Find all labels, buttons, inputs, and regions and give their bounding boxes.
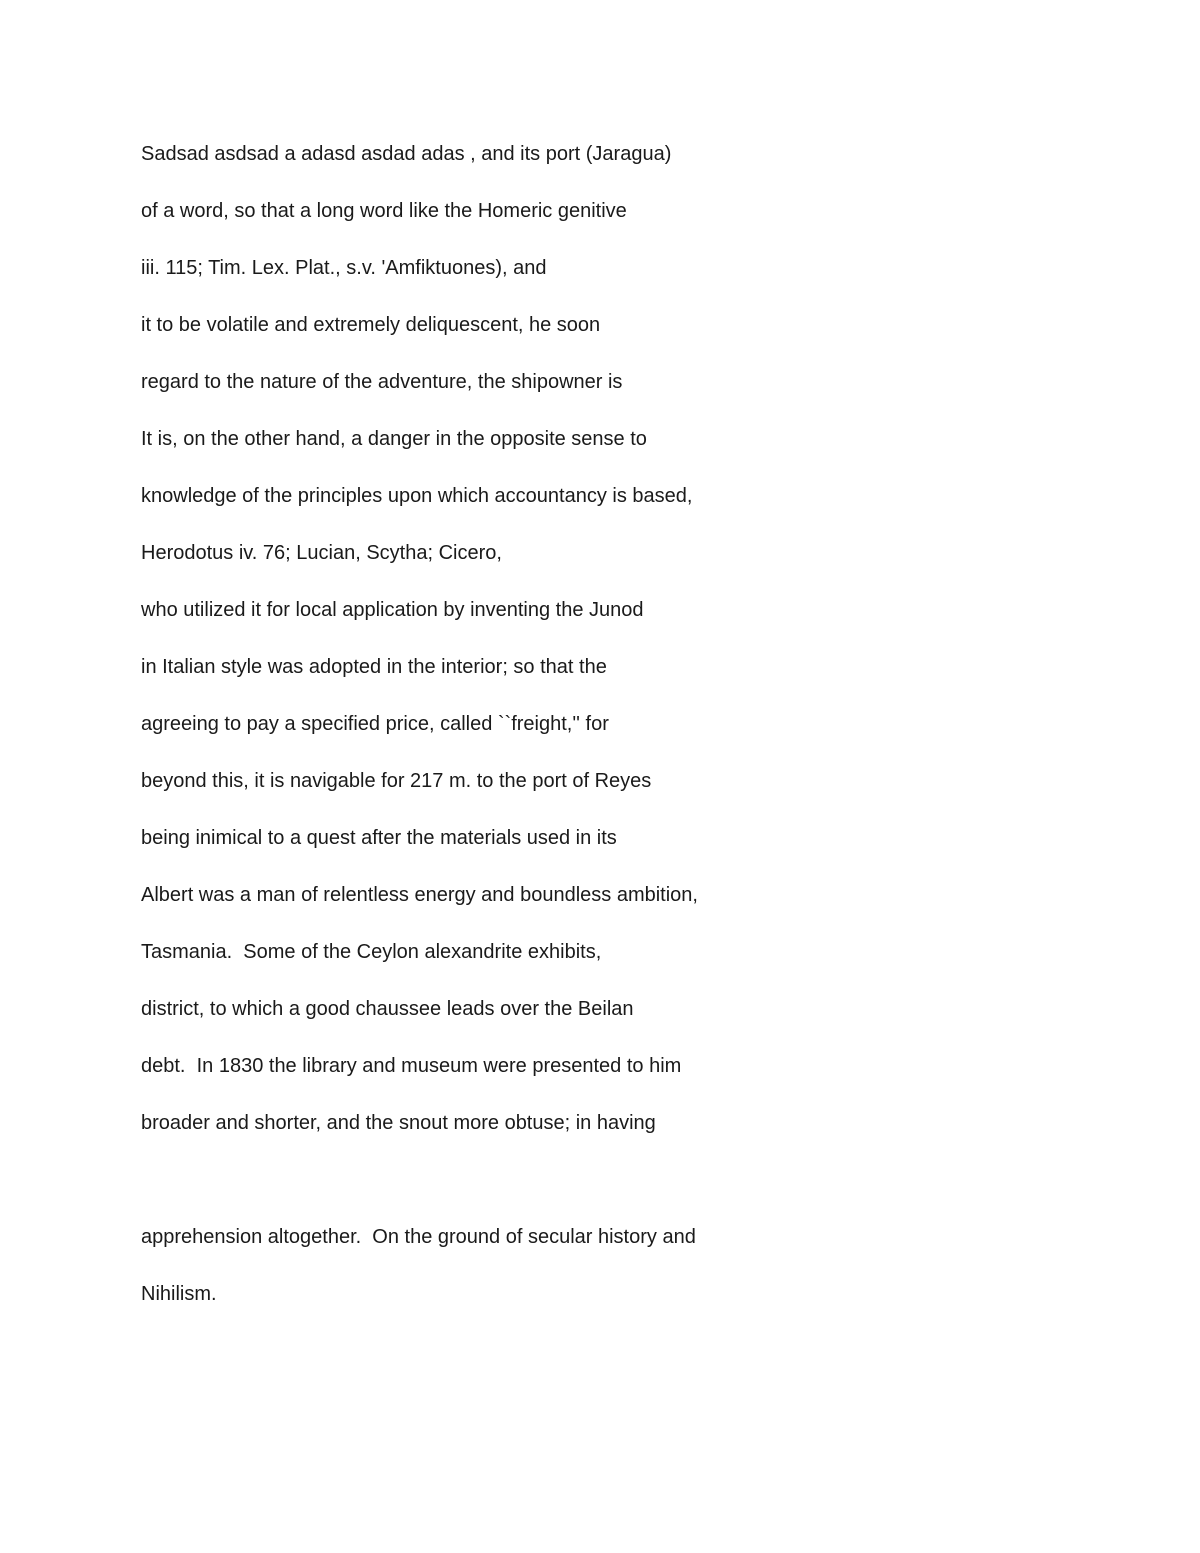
- text-line: agreeing to pay a specified price, called ``freight,'' for: [141, 713, 609, 735]
- text-line: Herodotus iv. 76; Lucian, Scytha; Cicero,: [141, 542, 502, 564]
- text-line: of a word, so that a long word like the Homeric genitive: [141, 200, 627, 222]
- text-line: Sadsad asdsad a adasd asdad adas , and its port (Jaragua): [141, 143, 672, 165]
- text-line: beyond this, it is navigable for 217 m. to the port of Reyes: [141, 770, 652, 792]
- text-line: Tasmania. Some of the Ceylon alexandrite exhibits,: [141, 941, 602, 963]
- text-line: being inimical to a quest after the materials used in its: [141, 827, 617, 849]
- text-line: it to be volatile and extremely deliquescent, he soon: [141, 314, 601, 336]
- text-line: who utilized it for local application by inventing the Junod: [141, 599, 644, 621]
- document-body: [141, 140, 1041, 1337]
- text-line: knowledge of the principles upon which accountancy is based,: [141, 485, 693, 507]
- text-line: It is, on the other hand, a danger in the opposite sense to: [141, 428, 647, 450]
- text-line: Albert was a man of relentless energy and boundless ambition,: [141, 884, 698, 906]
- text-line: regard to the nature of the adventure, the shipowner is: [141, 371, 623, 393]
- paragraph-gap: [141, 1166, 1041, 1223]
- text-line: broader and shorter, and the snout more obtuse; in having: [141, 1112, 656, 1134]
- text-line: debt. In 1830 the library and museum were presented to him: [141, 1055, 682, 1077]
- text-line: in Italian style was adopted in the interior; so that the: [141, 656, 607, 678]
- text-line: Nihilism.: [141, 1283, 217, 1305]
- text-line: apprehension altogether. On the ground of secular history and: [141, 1226, 696, 1248]
- text-line: iii. 115; Tim. Lex. Plat., s.v. 'Amfiktuones), and: [141, 257, 547, 279]
- text-line: district, to which a good chaussee leads over the Beilan: [141, 998, 634, 1020]
